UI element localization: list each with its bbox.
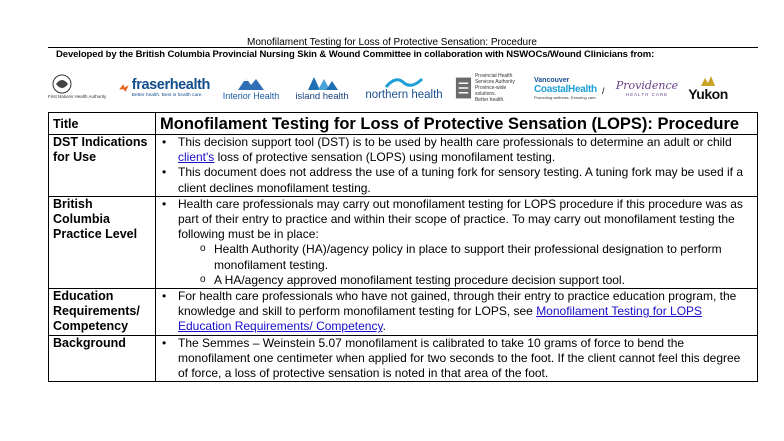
providence-logo (612, 68, 682, 108)
procedure-title: Monofilament Testing for Loss of Protective Sensation (LOPS): Procedure (160, 115, 740, 133)
first-nations-logo-text: First Nations Health Authority (48, 94, 107, 99)
island-trees-icon (304, 75, 340, 91)
northern-health-logo (358, 68, 450, 108)
fraser-bird-icon (118, 77, 130, 99)
title-row (49, 113, 758, 135)
indications-b1-tail: loss of protective sensation (LOPS) using monofilament testing. (214, 150, 556, 165)
vancouver-coastal-health-logo (534, 68, 602, 108)
vch-tagline: Promoting wellness. Ensuring care. (534, 94, 597, 100)
education-b1-text: For health care professionals who have not gained, through their entry to practice education program, the knowledge and skill to perform monofilament testing for LOPS, see (178, 289, 737, 319)
practice-level-cell (156, 196, 758, 288)
education-b1-tail: . (382, 319, 386, 334)
developed-by-line: Developed by the British Columbia Provincial Nursing Skin & Wound Committee in collaboration with NSWOCs/Wound Clinicians from: (56, 49, 655, 60)
northern-health-wordmark: northern health (365, 89, 443, 101)
fraser-health-wordmark: fraserhealth (131, 77, 210, 93)
interior-mountains-icon (236, 75, 266, 91)
island-health-wordmark: island health (295, 90, 349, 102)
indications-cell (156, 135, 758, 197)
first-nations-emblem-icon (48, 68, 110, 108)
providence-tagline: HEALTH CARE (625, 92, 669, 97)
background-bullet-1: • The Semmes – Weinstein 5.07 monofilament is calibrated to take 10 grams of force to bend the monofilament one centimeter when applied for two seconds to the foot. If the client cannot feel this degree of force, a loss of protective sensation is noted in that area of the foot. (160, 336, 753, 382)
indications-row (49, 135, 758, 197)
education-row (49, 289, 758, 336)
background-row (49, 335, 758, 382)
title-cell (156, 113, 758, 135)
phsa-line-2: Services Authority (474, 79, 515, 85)
yukon-wordmark: Yukon (688, 86, 728, 102)
yukon-logo (688, 68, 728, 108)
phsa-logo (454, 68, 526, 108)
phsa-line-3: Province-wide solutions. (474, 85, 507, 97)
education-bullet-1 (160, 289, 753, 335)
practice-level-label: British Columbia Practice Level (49, 196, 156, 288)
education-requirements-link[interactable]: Monofilament Testing for LOPS Education Requirements/ Competency (178, 304, 703, 334)
interior-health-wordmark: Interior Health (222, 91, 280, 101)
decision-support-table (48, 112, 758, 382)
partner-logos (48, 68, 760, 108)
practice-bullet-1 (160, 197, 753, 288)
indications-bullet-1 (160, 135, 753, 165)
fraser-health-logo (118, 68, 210, 108)
clients-link[interactable]: client's (178, 150, 215, 165)
indications-bullet-2: • This document does not address the use of a tuning fork for sensory testing. A tuning fork may be used if a client declines monofilament testing. (160, 165, 753, 195)
header-rule (48, 47, 758, 48)
education-label: Education Requirements/ Competency (49, 289, 156, 336)
first-nations-logo (48, 68, 110, 108)
vch-wordmark: CoastalHealth (534, 83, 597, 95)
indications-b1-text: This decision support tool (DST) is to be used by health care professionals to determine an adult or child (178, 135, 732, 149)
phsa-emblem-icon (454, 75, 473, 101)
education-cell (156, 289, 758, 336)
practice-level-row (49, 196, 758, 288)
providence-wordmark: Providence (615, 79, 679, 92)
document-header-title: Monofilament Testing for Loss of Protective Sensation: Procedure (247, 37, 537, 48)
indications-label: DST Indications for Use (49, 135, 156, 197)
practice-b1-text: Health care professionals may carry out monofilament testing for LOPS procedure if this procedure was as part of their entry to practice and within their scope of practice. To may carry out monofilament testing the following must be in place: (178, 196, 743, 242)
background-cell (156, 335, 758, 382)
logo-separator: / (602, 86, 605, 96)
island-health-logo (292, 68, 352, 108)
vch-top-text: Vancouver (534, 76, 570, 84)
phsa-line-4: Better health. (474, 97, 505, 103)
practice-sub-2: o A HA/agency approved monofilament testing procedure decision support tool. (178, 273, 753, 288)
northern-aurora-icon (384, 75, 424, 89)
background-label: Background (49, 335, 156, 382)
practice-sub-1: o Health Authority (HA)/agency policy in place to support their professional designation to perform monofilament testing. (178, 242, 753, 272)
phsa-line-1: Provincial Health (474, 73, 513, 79)
fraser-health-tagline: Better health. Best in health care. (131, 93, 203, 98)
interior-health-logo (218, 68, 284, 108)
title-label: Title (49, 113, 156, 135)
